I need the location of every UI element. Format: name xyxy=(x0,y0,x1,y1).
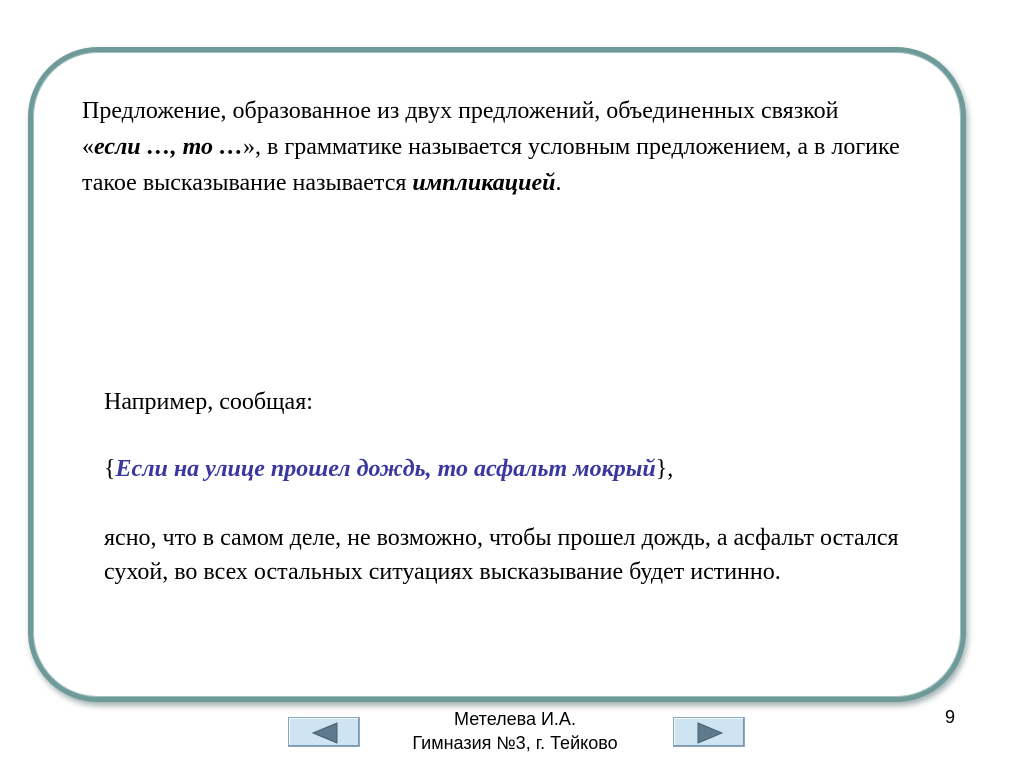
example-statement: Если на улице прошел дождь, то асфальт мокрый xyxy=(115,456,656,482)
definition-text-3: . xyxy=(555,170,562,196)
footer-author: Метелева И.А. xyxy=(454,709,576,729)
open-brace: { xyxy=(104,456,116,482)
connective-term: если …, то … xyxy=(94,134,244,160)
footer xyxy=(380,707,650,755)
prev-slide-button[interactable] xyxy=(288,717,360,747)
close-brace: }, xyxy=(655,456,674,482)
definition-paragraph xyxy=(82,93,902,201)
conclusion-paragraph: ясно, что в самом деле, не возможно, чтобы прошел дождь, а асфальт остался сухой, во всех остальных ситуациях высказывание будет истинно. xyxy=(104,525,899,585)
footer-school: Гимназия №3, г. Тейково xyxy=(412,733,618,753)
example-intro: Например, сообщая: xyxy=(104,389,313,415)
definition-text-1: Предложение, образованное из двух предложений, объединенных связкой « xyxy=(82,98,839,160)
next-slide-button[interactable] xyxy=(673,717,745,747)
definition-text-2: », в грамматике называется условным предложением, а в логике такое высказывание называется xyxy=(82,134,900,196)
right-triangle-icon xyxy=(674,718,746,748)
left-triangle-icon xyxy=(289,718,361,748)
example-statement-line xyxy=(104,452,673,486)
implication-term: импликацией xyxy=(412,170,556,196)
page-number: 9 xyxy=(945,707,956,727)
